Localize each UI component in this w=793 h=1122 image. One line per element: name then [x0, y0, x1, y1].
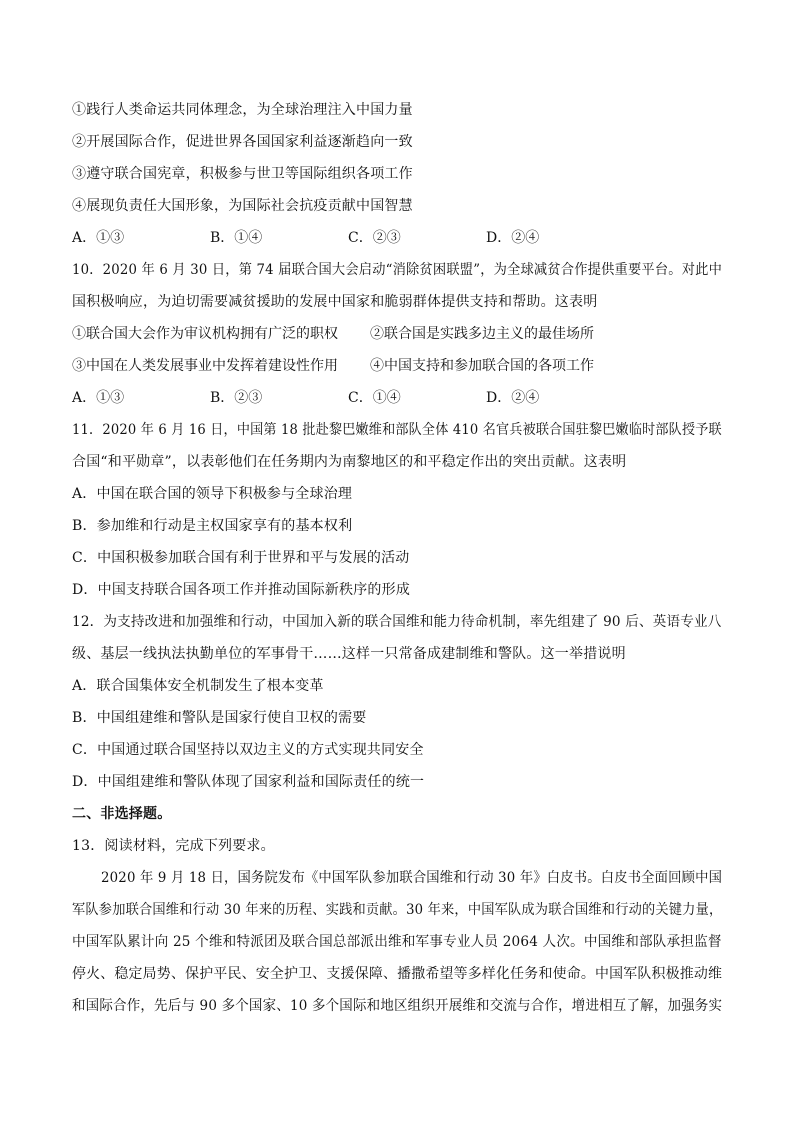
q10-item-1: ①联合国大会作为审议机构拥有广泛的职权	[72, 326, 338, 342]
q12-option-c: C．中国通过联合国坚持以双边主义的方式实现共同安全	[72, 742, 424, 758]
q9-item-1: ①践行人类命运共同体理念，为全球治理注入中国力量	[72, 102, 413, 118]
section-title: 二、非选择题。	[72, 806, 172, 822]
q10-option-d: D．②④	[486, 390, 540, 406]
q10-option-c: C．①④	[348, 390, 401, 406]
q10-item-3: ③中国在人类发展事业中发挥着建设性作用	[72, 358, 338, 374]
q10-item-4: ④中国支持和参加联合国的各项工作	[370, 358, 594, 374]
q9-option-a: A．①③	[72, 230, 125, 246]
q11-option-b: B．参加维和行动是主权国家享有的基本权利	[72, 518, 353, 534]
q11-stem-line-2: 合国“和平勋章”，以表彰他们在任务期内为南黎地区的和平稳定作出的突出贡献。这表明	[72, 454, 627, 470]
q10-stem-line-1: 10．2020 年 6 月 30 日，第 74 届联合国大会启动“消除贫困联盟”，为全球减贫合作提供重要平台。对此中	[72, 262, 723, 278]
q13-material-line-1: 2020 年 9 月 18 日，国务院发布《中国军队参加联合国维和行动 30 年》白皮书。白皮书全面回顾中国	[101, 870, 723, 886]
q9-option-b: B．①④	[210, 230, 263, 246]
q9-item-4: ④展现负责任大国形象，为国际社会抗疫贡献中国智慧	[72, 198, 413, 214]
q12-option-b: B．中国组建维和警队是国家行使自卫权的需要	[72, 710, 367, 726]
q10-option-b: B．②③	[210, 390, 263, 406]
q13-material-line-2: 军队参加联合国维和行动 30 年来的历程、实践和贡献。30 年来，中国军队成为联合国维和行动的关键力量，	[72, 902, 723, 918]
q11-option-a: A．中国在联合国的领导下积极参与全球治理	[72, 486, 353, 502]
q12-option-d: D．中国组建维和警队体现了国家利益和国际责任的统一	[72, 774, 425, 790]
q13-material-line-4: 停火、稳定局势、保护平民、安全护卫、支援保障、播撒希望等多样化任务和使命。中国军队积极推动维	[72, 966, 723, 982]
q11-option-d: D．中国支持联合国各项工作并推动国际新秩序的形成	[72, 582, 411, 598]
q12-stem-line-2: 级、基层一线执法执勤单位的军事骨干……这样一只常备成建制维和警队。这一举措说明	[72, 646, 626, 662]
q11-stem-line-1: 11．2020 年 6 月 16 日，中国第 18 批赴黎巴嫩维和部队全体 410 名官兵被联合国驻黎巴嫩临时部队授予联	[72, 422, 722, 438]
q11-option-c: C．中国积极参加联合国有利于世界和平与发展的活动	[72, 550, 410, 566]
q12-stem-line-1: 12．为支持改进和加强维和行动，中国加入新的联合国维和能力待命机制，率先组建了 90 后、英语专业八	[72, 614, 722, 630]
q9-option-d: D．②④	[486, 230, 540, 246]
q13-stem: 13．阅读材料，完成下列要求。	[72, 838, 275, 854]
q12-option-a: A．联合国集体安全机制发生了根本变革	[72, 678, 324, 694]
q9-item-3: ③遵守联合国宪章，积极参与世卫等国际组织各项工作	[72, 166, 413, 182]
q9-option-c: C．②③	[348, 230, 401, 246]
q9-item-2: ②开展国际合作，促进世界各国国家利益逐渐趋向一致	[72, 134, 413, 150]
q10-option-a: A．①③	[72, 390, 125, 406]
q13-material-line-3: 中国军队累计向 25 个维和特派团及联合国总部派出维和军事专业人员 2064 人次。中国维和部队承担监督	[72, 934, 722, 950]
q10-item-2: ②联合国是实践多边主义的最佳场所	[370, 326, 594, 342]
q10-stem-line-2: 国积极响应，为迫切需要减贫援助的发展中国家和脆弱群体提供支持和帮助。这表明	[72, 294, 598, 310]
q13-material-line-5: 和国际合作，先后与 90 多个国家、10 多个国际和地区组织开展维和交流与合作，增进相互了解，加强务实	[72, 998, 723, 1014]
